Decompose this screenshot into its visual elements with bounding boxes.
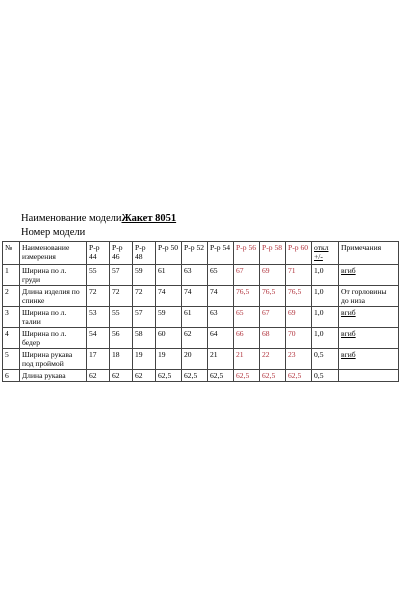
size-value: 74 (208, 286, 234, 307)
column-header: Р-р 44 (87, 242, 110, 265)
tolerance-value: 1,0 (312, 265, 339, 286)
size-value: 74 (182, 286, 208, 307)
size-value: 59 (156, 307, 182, 328)
model-name-label: Наименование модели (21, 213, 122, 224)
measurement-name: Длина изделия по спинке (20, 286, 87, 307)
column-header: Р-р 50 (156, 242, 182, 265)
size-value: 70 (286, 328, 312, 349)
size-value: 62,5 (156, 370, 182, 382)
note-cell: вгиб (339, 265, 399, 286)
size-value: 57 (110, 265, 133, 286)
model-name-value: Жакет 8051 (121, 213, 177, 224)
size-value: 72 (87, 286, 110, 307)
model-name-line (21, 212, 176, 226)
size-value: 76,5 (286, 286, 312, 307)
size-value: 64 (208, 328, 234, 349)
size-value: 68 (260, 328, 286, 349)
size-value: 62 (182, 328, 208, 349)
size-value: 54 (87, 328, 110, 349)
tolerance-value: 0,5 (312, 370, 339, 382)
size-value: 69 (286, 307, 312, 328)
size-table (2, 241, 399, 382)
size-value: 62 (110, 370, 133, 382)
size-value: 62,5 (182, 370, 208, 382)
row-number: 1 (3, 265, 20, 286)
row-number: 5 (3, 349, 20, 370)
measurement-name: Длина рукава (20, 370, 87, 382)
note-cell: От горловины до низа (339, 286, 399, 307)
size-value: 21 (234, 349, 260, 370)
size-value: 71 (286, 265, 312, 286)
table-row (3, 286, 399, 307)
size-value: 62 (87, 370, 110, 382)
note-cell: вгиб (339, 349, 399, 370)
table-row (3, 265, 399, 286)
size-value: 67 (234, 265, 260, 286)
column-header: Примечания (339, 242, 399, 265)
note-cell: вгиб (339, 328, 399, 349)
measurement-name: Ширина по л. талии (20, 307, 87, 328)
size-value: 72 (133, 286, 156, 307)
size-value: 76,5 (234, 286, 260, 307)
row-number: 4 (3, 328, 20, 349)
size-value: 67 (260, 307, 286, 328)
size-value: 57 (133, 307, 156, 328)
size-value: 59 (133, 265, 156, 286)
measurement-name: Ширина по л. груди (20, 265, 87, 286)
column-header: Р-р 54 (208, 242, 234, 265)
note-cell: вгиб (339, 307, 399, 328)
size-value: 61 (156, 265, 182, 286)
size-value: 53 (87, 307, 110, 328)
size-value: 62 (133, 370, 156, 382)
size-value: 72 (110, 286, 133, 307)
row-number: 3 (3, 307, 20, 328)
size-value: 62,5 (286, 370, 312, 382)
size-value: 74 (156, 286, 182, 307)
size-value: 18 (110, 349, 133, 370)
tolerance-value: 1,0 (312, 286, 339, 307)
size-value: 65 (208, 265, 234, 286)
table-header-row (3, 242, 399, 265)
column-header: Р-р 58 (260, 242, 286, 265)
column-header: № (3, 242, 20, 265)
measurement-name: Ширина рукава под проймой (20, 349, 87, 370)
size-value: 17 (87, 349, 110, 370)
size-value: 62,5 (260, 370, 286, 382)
column-header: Р-р 46 (110, 242, 133, 265)
note-cell (339, 370, 399, 382)
size-value: 63 (208, 307, 234, 328)
size-value: 56 (110, 328, 133, 349)
size-value: 69 (260, 265, 286, 286)
column-header: Наименование измерения (20, 242, 87, 265)
table-row (3, 328, 399, 349)
column-header: Р-р 60 (286, 242, 312, 265)
table-row (3, 370, 399, 382)
size-value: 21 (208, 349, 234, 370)
column-header: Р-р 56 (234, 242, 260, 265)
row-number: 6 (3, 370, 20, 382)
model-number-line (21, 226, 176, 240)
size-value: 65 (234, 307, 260, 328)
size-value: 22 (260, 349, 286, 370)
measurement-name: Ширина по л. бедер (20, 328, 87, 349)
column-header: Р-р 48 (133, 242, 156, 265)
size-value: 60 (156, 328, 182, 349)
tolerance-value: 1,0 (312, 328, 339, 349)
column-header: откл +/- (312, 242, 339, 265)
size-value: 76,5 (260, 286, 286, 307)
size-value: 62,5 (208, 370, 234, 382)
table-body (3, 265, 399, 382)
size-value: 66 (234, 328, 260, 349)
size-value: 20 (182, 349, 208, 370)
table-row (3, 307, 399, 328)
column-header: Р-р 52 (182, 242, 208, 265)
table-row (3, 349, 399, 370)
size-value: 19 (133, 349, 156, 370)
size-value: 55 (110, 307, 133, 328)
size-value: 55 (87, 265, 110, 286)
tolerance-value: 1,0 (312, 307, 339, 328)
size-value: 58 (133, 328, 156, 349)
size-value: 61 (182, 307, 208, 328)
size-value: 62,5 (234, 370, 260, 382)
size-value: 23 (286, 349, 312, 370)
tolerance-value: 0,5 (312, 349, 339, 370)
model-number-label: Номер модели (21, 227, 86, 238)
size-value: 63 (182, 265, 208, 286)
row-number: 2 (3, 286, 20, 307)
size-value: 19 (156, 349, 182, 370)
title-block (21, 212, 176, 240)
